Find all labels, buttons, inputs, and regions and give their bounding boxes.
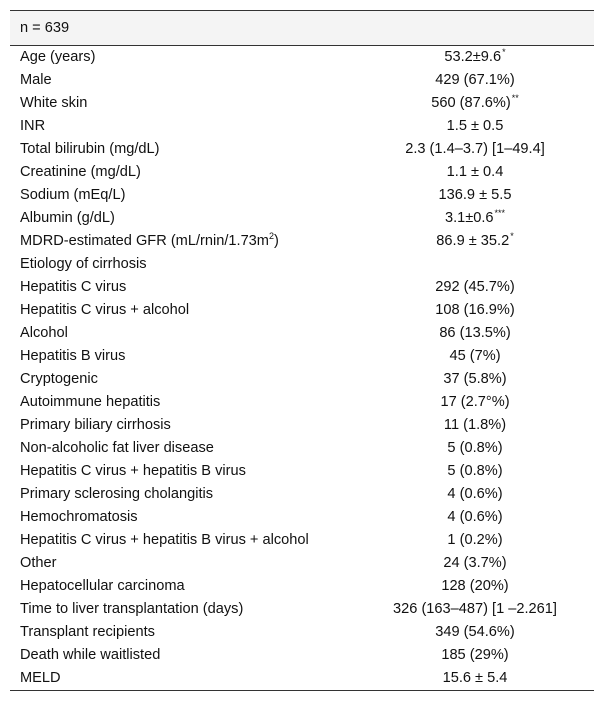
table-row xyxy=(10,69,594,92)
row-value-text: 5 (0.8%) xyxy=(447,463,503,479)
row-label xyxy=(10,667,356,691)
row-label-text: Primary biliary cirrhosis xyxy=(20,417,171,433)
row-label xyxy=(10,644,356,667)
row-value xyxy=(356,598,594,621)
table-row xyxy=(10,483,594,506)
row-label xyxy=(10,161,356,184)
row-value xyxy=(356,483,594,506)
row-label xyxy=(10,460,356,483)
row-value-text: 24 (3.7%) xyxy=(443,555,507,571)
row-label-text: Total bilirubin (mg/dL) xyxy=(20,141,160,157)
row-value-text: 45 (7%) xyxy=(449,348,501,364)
row-value-text: 86 (13.5%) xyxy=(439,325,511,341)
row-label xyxy=(10,69,356,92)
row-value-text: 349 (54.6%) xyxy=(435,624,515,640)
table-row xyxy=(10,598,594,621)
row-label xyxy=(10,598,356,621)
row-label xyxy=(10,322,356,345)
row-value xyxy=(356,92,594,115)
row-label xyxy=(10,575,356,598)
row-label xyxy=(10,483,356,506)
row-label xyxy=(10,115,356,138)
table-header xyxy=(10,11,594,46)
row-value xyxy=(356,138,594,161)
row-value-text: 292 (45.7%) xyxy=(435,279,515,295)
row-value xyxy=(356,230,594,253)
row-value xyxy=(356,506,594,529)
table-row xyxy=(10,115,594,138)
table-row xyxy=(10,230,594,253)
table-row xyxy=(10,529,594,552)
row-value-text: 1.5 ± 0.5 xyxy=(446,118,504,134)
row-label xyxy=(10,621,356,644)
row-value xyxy=(356,253,594,276)
row-label-text: Hepatitis C virus + hepatitis B virus xyxy=(20,463,246,479)
row-label-text: Cryptogenic xyxy=(20,371,98,387)
row-label-text: Non-alcoholic fat liver disease xyxy=(20,440,214,456)
row-value xyxy=(356,207,594,230)
row-value xyxy=(356,529,594,552)
row-label xyxy=(10,253,356,276)
row-value xyxy=(356,621,594,644)
table-row xyxy=(10,575,594,598)
row-value xyxy=(356,552,594,575)
row-value-text: 108 (16.9%) xyxy=(435,302,515,318)
table-row xyxy=(10,138,594,161)
row-label-text: Transplant recipients xyxy=(20,624,155,640)
row-label-text: White skin xyxy=(20,95,88,111)
baseline-characteristics-table-container xyxy=(10,10,594,691)
row-label-text: Male xyxy=(20,72,52,88)
row-value xyxy=(356,276,594,299)
row-label xyxy=(10,552,356,575)
table-row xyxy=(10,368,594,391)
footnote-marker: * xyxy=(510,231,514,241)
row-value xyxy=(356,345,594,368)
row-value xyxy=(356,575,594,598)
row-label-text: Hepatitis B virus xyxy=(20,348,126,364)
row-value-text: 37 (5.8%) xyxy=(443,371,507,387)
row-label-text: INR xyxy=(20,118,46,134)
table-row xyxy=(10,391,594,414)
footnote-marker: *** xyxy=(494,208,506,218)
row-value-text: 429 (67.1%) xyxy=(435,72,515,88)
row-value xyxy=(356,69,594,92)
row-value-text: 86.9 ± 35.2 xyxy=(436,233,510,249)
footnote-marker: ** xyxy=(511,93,519,103)
table-row xyxy=(10,506,594,529)
table-row xyxy=(10,345,594,368)
table-row xyxy=(10,322,594,345)
row-label xyxy=(10,345,356,368)
row-label-text: Primary sclerosing cholangitis xyxy=(20,486,214,502)
row-label-text: MELD xyxy=(20,670,61,686)
row-value xyxy=(356,414,594,437)
row-label-text: Hepatocellular carcinoma xyxy=(20,578,185,594)
row-value-text: 326 (163–487) [1 –2.261] xyxy=(393,601,557,617)
table-row xyxy=(10,667,594,691)
table-row xyxy=(10,299,594,322)
row-value-text: 17 (2.7°%) xyxy=(440,394,510,410)
row-value-text: 1 (0.2%) xyxy=(447,532,503,548)
table-row xyxy=(10,92,594,115)
row-value-text: 128 (20%) xyxy=(441,578,509,594)
row-label xyxy=(10,299,356,322)
row-label xyxy=(10,138,356,161)
row-value-text: 560 (87.6%) xyxy=(431,95,511,111)
row-value xyxy=(356,322,594,345)
sample-size-header: n = 639 xyxy=(10,11,594,46)
row-value-text: 3.1±0.6 xyxy=(444,210,494,226)
row-label xyxy=(10,92,356,115)
row-value xyxy=(356,115,594,138)
table-row xyxy=(10,460,594,483)
row-value xyxy=(356,437,594,460)
row-label xyxy=(10,391,356,414)
row-label-text: Autoimmune hepatitis xyxy=(20,394,161,410)
baseline-characteristics-table xyxy=(10,10,594,691)
row-label-tail: ) xyxy=(273,233,279,249)
row-label-text: Time to liver transplantation (days) xyxy=(20,601,244,617)
footnote-marker: * xyxy=(502,47,506,57)
row-value xyxy=(356,644,594,667)
row-label-text: Hepatitis C virus xyxy=(20,279,127,295)
row-label-text: Creatinine (mg/dL) xyxy=(20,164,141,180)
row-label xyxy=(10,46,356,70)
row-value xyxy=(356,391,594,414)
row-value xyxy=(356,368,594,391)
row-label xyxy=(10,506,356,529)
row-value xyxy=(356,184,594,207)
row-value-text: 1.1 ± 0.4 xyxy=(446,164,504,180)
row-label-text: Etiology of cirrhosis xyxy=(20,256,147,272)
row-value xyxy=(356,299,594,322)
table-row xyxy=(10,184,594,207)
row-label xyxy=(10,414,356,437)
row-value-text: 15.6 ± 5.4 xyxy=(442,670,508,686)
table-header-row xyxy=(10,11,594,46)
row-label-text: Albumin (g/dL) xyxy=(20,210,115,226)
row-value xyxy=(356,667,594,691)
row-value-text: 136.9 ± 5.5 xyxy=(438,187,512,203)
row-value xyxy=(356,460,594,483)
row-label-text: Hepatitis C virus + hepatitis B virus + alcohol xyxy=(20,532,309,548)
row-value-text: 185 (29%) xyxy=(441,647,509,663)
row-label-text: Death while waitlisted xyxy=(20,647,161,663)
row-label-text: Other xyxy=(20,555,57,571)
table-row xyxy=(10,621,594,644)
table-row xyxy=(10,207,594,230)
row-value-text: 2.3 (1.4–3.7) [1–49.4] xyxy=(405,141,545,157)
row-value-text: 53.2±9.6 xyxy=(444,49,502,65)
table-body xyxy=(10,46,594,691)
row-label xyxy=(10,368,356,391)
row-label-text: MDRD-estimated GFR (mL/rnin/1.73m xyxy=(20,233,269,249)
row-label xyxy=(10,230,356,253)
row-value-text: 4 (0.6%) xyxy=(447,509,503,525)
table-row xyxy=(10,437,594,460)
table-row xyxy=(10,253,594,276)
row-label xyxy=(10,529,356,552)
table-row xyxy=(10,276,594,299)
row-label-text: Age (years) xyxy=(20,49,96,65)
row-value-text: 11 (1.8%) xyxy=(443,417,507,433)
table-row xyxy=(10,161,594,184)
row-label-text: Hepatitis C virus + alcohol xyxy=(20,302,190,318)
row-label xyxy=(10,276,356,299)
row-label-text: Alcohol xyxy=(20,325,68,341)
row-label xyxy=(10,184,356,207)
table-row xyxy=(10,644,594,667)
table-row xyxy=(10,46,594,70)
table-row xyxy=(10,414,594,437)
row-value-text: 4 (0.6%) xyxy=(447,486,503,502)
row-value xyxy=(356,46,594,70)
row-label xyxy=(10,207,356,230)
row-label xyxy=(10,437,356,460)
row-label-superscript: 2 xyxy=(268,231,274,241)
row-value-text: 5 (0.8%) xyxy=(447,440,503,456)
row-label-text: Sodium (mEq/L) xyxy=(20,187,126,203)
row-value xyxy=(356,161,594,184)
table-row xyxy=(10,552,594,575)
row-label-text: Hemochromatosis xyxy=(20,509,138,525)
